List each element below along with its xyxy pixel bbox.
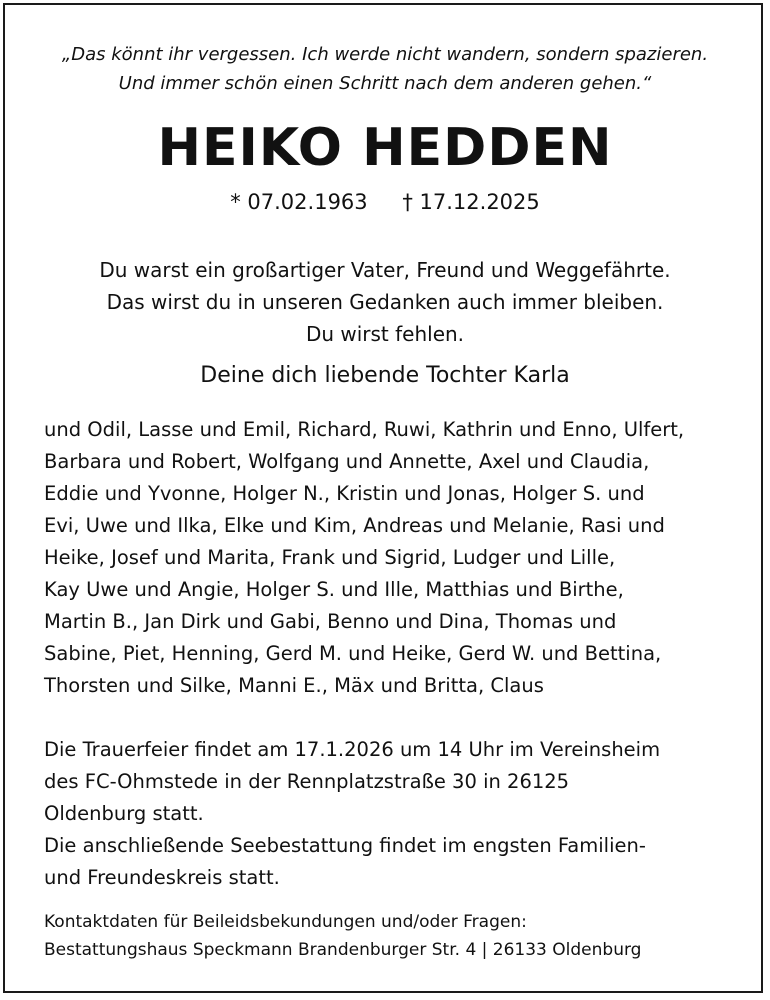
memorial-line: Du warst ein großartiger Vater, Freund und Weggefährte.	[99, 258, 671, 282]
mourners-line: Barbara und Robert, Wolfgang und Annette, Axel und Claudia,	[44, 450, 650, 473]
memorial-line: Das wirst du in unseren Gedanken auch immer bleiben.	[106, 290, 664, 314]
mourners-line: Eddie und Yvonne, Holger N., Kristin und Jonas, Holger S. und	[44, 482, 645, 505]
quote-line: Und immer schön einen Schritt nach dem anderen gehen.“	[118, 73, 652, 94]
contact-info	[44, 908, 744, 964]
quote-line: „Das könnt ihr vergessen. Ich werde nicht wandern, sondern spazieren.	[61, 44, 709, 65]
memorial-line: Du wirst fehlen.	[305, 322, 465, 346]
mourners-line: und Odil, Lasse und Emil, Richard, Ruwi, Kathrin und Enno, Ulfert,	[44, 418, 685, 441]
ceremony-line: Die anschließende Seebestattung findet im engsten Familien-	[44, 834, 646, 857]
ceremony-line: des FC-Ohmstede in der Rennplatzstraße 30 in 26125	[44, 770, 570, 793]
deceased-name: HEIKO HEDDEN	[157, 118, 613, 178]
opening-quote	[0, 40, 770, 98]
signoff: Deine dich liebende Tochter Karla	[200, 363, 570, 388]
mourners-line: Kay Uwe und Angie, Holger S. und Ille, Matthias und Birthe,	[44, 578, 624, 601]
contact-line: Kontaktdaten für Beileidsbekundungen und/oder Fragen:	[44, 912, 527, 932]
mourners-list	[44, 414, 744, 702]
contact-line: Bestattungshaus Speckmann Brandenburger Str. 4 | 26133 Oldenburg	[44, 940, 642, 960]
death-date: † 17.12.2025	[402, 190, 540, 214]
mourners-line: Sabine, Piet, Henning, Gerd M. und Heike, Gerd W. und Bettina,	[44, 642, 662, 665]
mourners-line: Thorsten und Silke, Manni E., Mäx und Britta, Claus	[44, 674, 544, 697]
mourners-line: Evi, Uwe und Ilka, Elke und Kim, Andreas und Melanie, Rasi und	[44, 514, 665, 537]
ceremony-line: Oldenburg statt.	[44, 802, 204, 825]
memorial-text	[0, 254, 770, 350]
birth-date: * 07.02.1963	[230, 190, 368, 214]
ceremony-line: und Freundeskreis statt.	[44, 866, 280, 889]
ceremony-line: Die Trauerfeier findet am 17.1.2026 um 14 Uhr im Vereinsheim	[44, 738, 661, 761]
ceremony-info	[44, 734, 744, 894]
life-dates	[0, 190, 770, 214]
mourners-line: Heike, Josef und Marita, Frank und Sigrid, Ludger und Lille,	[44, 546, 616, 569]
mourners-line: Martin B., Jan Dirk und Gabi, Benno und Dina, Thomas und	[44, 610, 617, 633]
